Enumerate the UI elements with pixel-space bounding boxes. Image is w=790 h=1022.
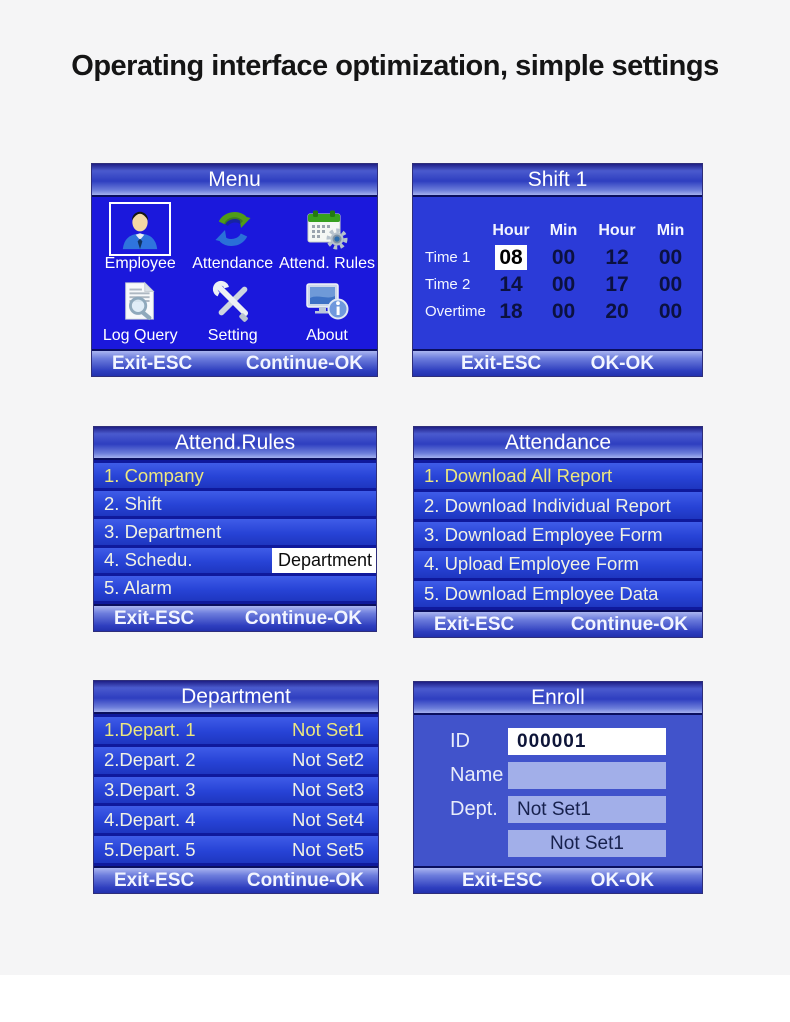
department-list — [94, 714, 378, 866]
continue-ok-button[interactable]: Continue-OK — [245, 352, 363, 374]
dept-field[interactable]: Not Set1 — [508, 796, 666, 823]
department-row-4[interactable]: 4.Depart. 4 Not Set4 — [94, 806, 378, 833]
screen-attendance — [413, 426, 703, 638]
menu-item-label: Attendance — [192, 255, 274, 272]
time2-hour2-field[interactable]: 17 — [605, 272, 629, 296]
attend-rules-icon — [301, 207, 353, 251]
exit-esc-button[interactable]: Exit-ESC — [114, 607, 195, 629]
list-item-department[interactable]: 3. Department — [94, 519, 376, 544]
exit-esc-button[interactable]: Exit-ESC — [434, 613, 515, 635]
list-item-schedule[interactable]: 4. Schedu. Department — [94, 548, 376, 573]
screen-menu-title: Menu — [92, 164, 377, 197]
screen-shift1-title: Shift 1 — [413, 164, 702, 197]
continue-ok-button[interactable]: Continue-OK — [246, 869, 364, 891]
log-query-icon — [114, 279, 166, 323]
overtime-hour2-field[interactable]: 20 — [605, 299, 629, 323]
shift-footer — [413, 349, 702, 376]
list-item-alarm[interactable]: 5. Alarm — [94, 576, 376, 601]
continue-ok-button[interactable]: Continue-OK — [244, 607, 362, 629]
attend-rules-footer — [94, 604, 376, 631]
menu-item-label: Setting — [207, 327, 258, 344]
row-label-time1: Time 1 — [425, 249, 471, 266]
department-row-5[interactable]: 5.Depart. 5 Not Set5 — [94, 836, 378, 863]
department-row-1[interactable]: 1.Depart. 1 Not Set1 — [94, 717, 378, 744]
department-footer — [94, 866, 378, 893]
list-item-company[interactable]: 1. Company — [94, 463, 376, 488]
list-item-upload-employee-form[interactable]: 4. Upload Employee Form — [414, 551, 702, 577]
name-field[interactable] — [508, 762, 666, 789]
exit-esc-button[interactable]: Exit-ESC — [112, 352, 193, 374]
menu-item-label: Employee — [104, 255, 176, 272]
department-value: Not Set3 — [292, 778, 364, 800]
department-value: Not Set4 — [292, 808, 364, 830]
page-title: Operating interface optimization, simple settings — [71, 50, 719, 82]
exit-esc-button[interactable]: Exit-ESC — [462, 869, 543, 891]
row-label-time2: Time 2 — [425, 276, 471, 293]
setting-icon — [207, 279, 259, 323]
department-value: Not Set2 — [292, 749, 364, 771]
row-label-overtime: Overtime — [425, 303, 486, 320]
screen-department-title: Department — [94, 681, 378, 714]
enroll-footer — [414, 866, 702, 893]
list-item-download-all-report[interactable]: 1. Download All Report — [414, 463, 702, 489]
ok-ok-button[interactable]: OK-OK — [590, 352, 654, 374]
screen-attend-rules-title: Attend.Rules — [94, 427, 376, 460]
time1-hour2-field[interactable]: 12 — [605, 245, 629, 269]
menu-item-attend-rules[interactable] — [279, 202, 375, 274]
continue-ok-button[interactable]: Continue-OK — [570, 613, 688, 635]
col-header-hour2: Hour — [598, 221, 636, 239]
ok-ok-button[interactable]: OK-OK — [590, 869, 654, 891]
screen-attendance-title: Attendance — [414, 427, 702, 460]
time1-min1-field[interactable]: 00 — [551, 245, 576, 269]
list-item-download-employee-form[interactable]: 3. Download Employee Form — [414, 522, 702, 548]
col-header-min1: Min — [549, 221, 578, 239]
id-label: ID — [450, 730, 470, 752]
overtime-hour1-field[interactable]: 18 — [499, 299, 523, 323]
exit-esc-button[interactable]: Exit-ESC — [114, 869, 195, 891]
time2-hour1-field[interactable]: 14 — [499, 272, 523, 296]
attendance-icon — [207, 207, 259, 251]
screen-shift1 — [412, 163, 703, 377]
col-header-min2: Min — [656, 221, 685, 239]
department-value: Not Set5 — [292, 838, 364, 860]
menu-item-attendance[interactable] — [186, 202, 278, 274]
list-item-download-individual-report[interactable]: 2. Download Individual Report — [414, 492, 702, 518]
id-field[interactable]: 000001 — [508, 728, 666, 755]
time2-min1-field[interactable]: 00 — [551, 272, 576, 296]
menu-item-label: Attend. Rules — [278, 255, 375, 272]
time1-min2-field[interactable]: 00 — [658, 245, 683, 269]
department-value: Not Set1 — [292, 719, 364, 741]
screen-department — [93, 680, 379, 894]
schedule-type-popup[interactable]: Department — [272, 548, 376, 573]
time1-hour1-field[interactable]: 08 — [485, 245, 537, 270]
menu-item-label: About — [306, 327, 348, 344]
menu-item-label: Log Query — [102, 327, 178, 344]
menu-item-log-query[interactable] — [94, 274, 186, 346]
bottom-white-strip — [0, 975, 790, 1022]
attendance-footer — [414, 610, 702, 637]
screen-attend-rules — [93, 426, 377, 632]
overtime-min2-field[interactable]: 00 — [658, 299, 683, 323]
enroll-form — [414, 715, 702, 866]
menu-item-setting[interactable] — [186, 274, 278, 346]
list-item-download-employee-data[interactable]: 5. Download Employee Data — [414, 581, 702, 607]
attendance-list — [414, 460, 702, 610]
employee-icon — [114, 207, 166, 251]
menu-footer — [92, 349, 377, 376]
department-row-2[interactable]: 2.Depart. 2 Not Set2 — [94, 747, 378, 774]
overtime-min1-field[interactable]: 00 — [551, 299, 576, 323]
screen-menu — [91, 163, 378, 377]
menu-item-about[interactable] — [279, 274, 375, 346]
shift-table — [413, 197, 702, 349]
attend-rules-list — [94, 460, 376, 604]
col-header-hour1: Hour — [492, 221, 530, 239]
name-label: Name — [450, 764, 504, 786]
department-row-3[interactable]: 3.Depart. 3 Not Set3 — [94, 777, 378, 804]
list-item-shift[interactable]: 2. Shift — [94, 491, 376, 516]
menu-grid — [92, 197, 377, 349]
dept-label: Dept. — [450, 798, 498, 820]
menu-item-employee[interactable] — [94, 202, 186, 274]
time2-min2-field[interactable]: 00 — [658, 272, 683, 296]
dept-select-field[interactable]: Not Set1 — [508, 830, 666, 857]
screen-enroll — [413, 681, 703, 894]
screen-enroll-title: Enroll — [414, 682, 702, 715]
about-icon — [301, 279, 353, 323]
exit-esc-button[interactable]: Exit-ESC — [461, 352, 542, 374]
